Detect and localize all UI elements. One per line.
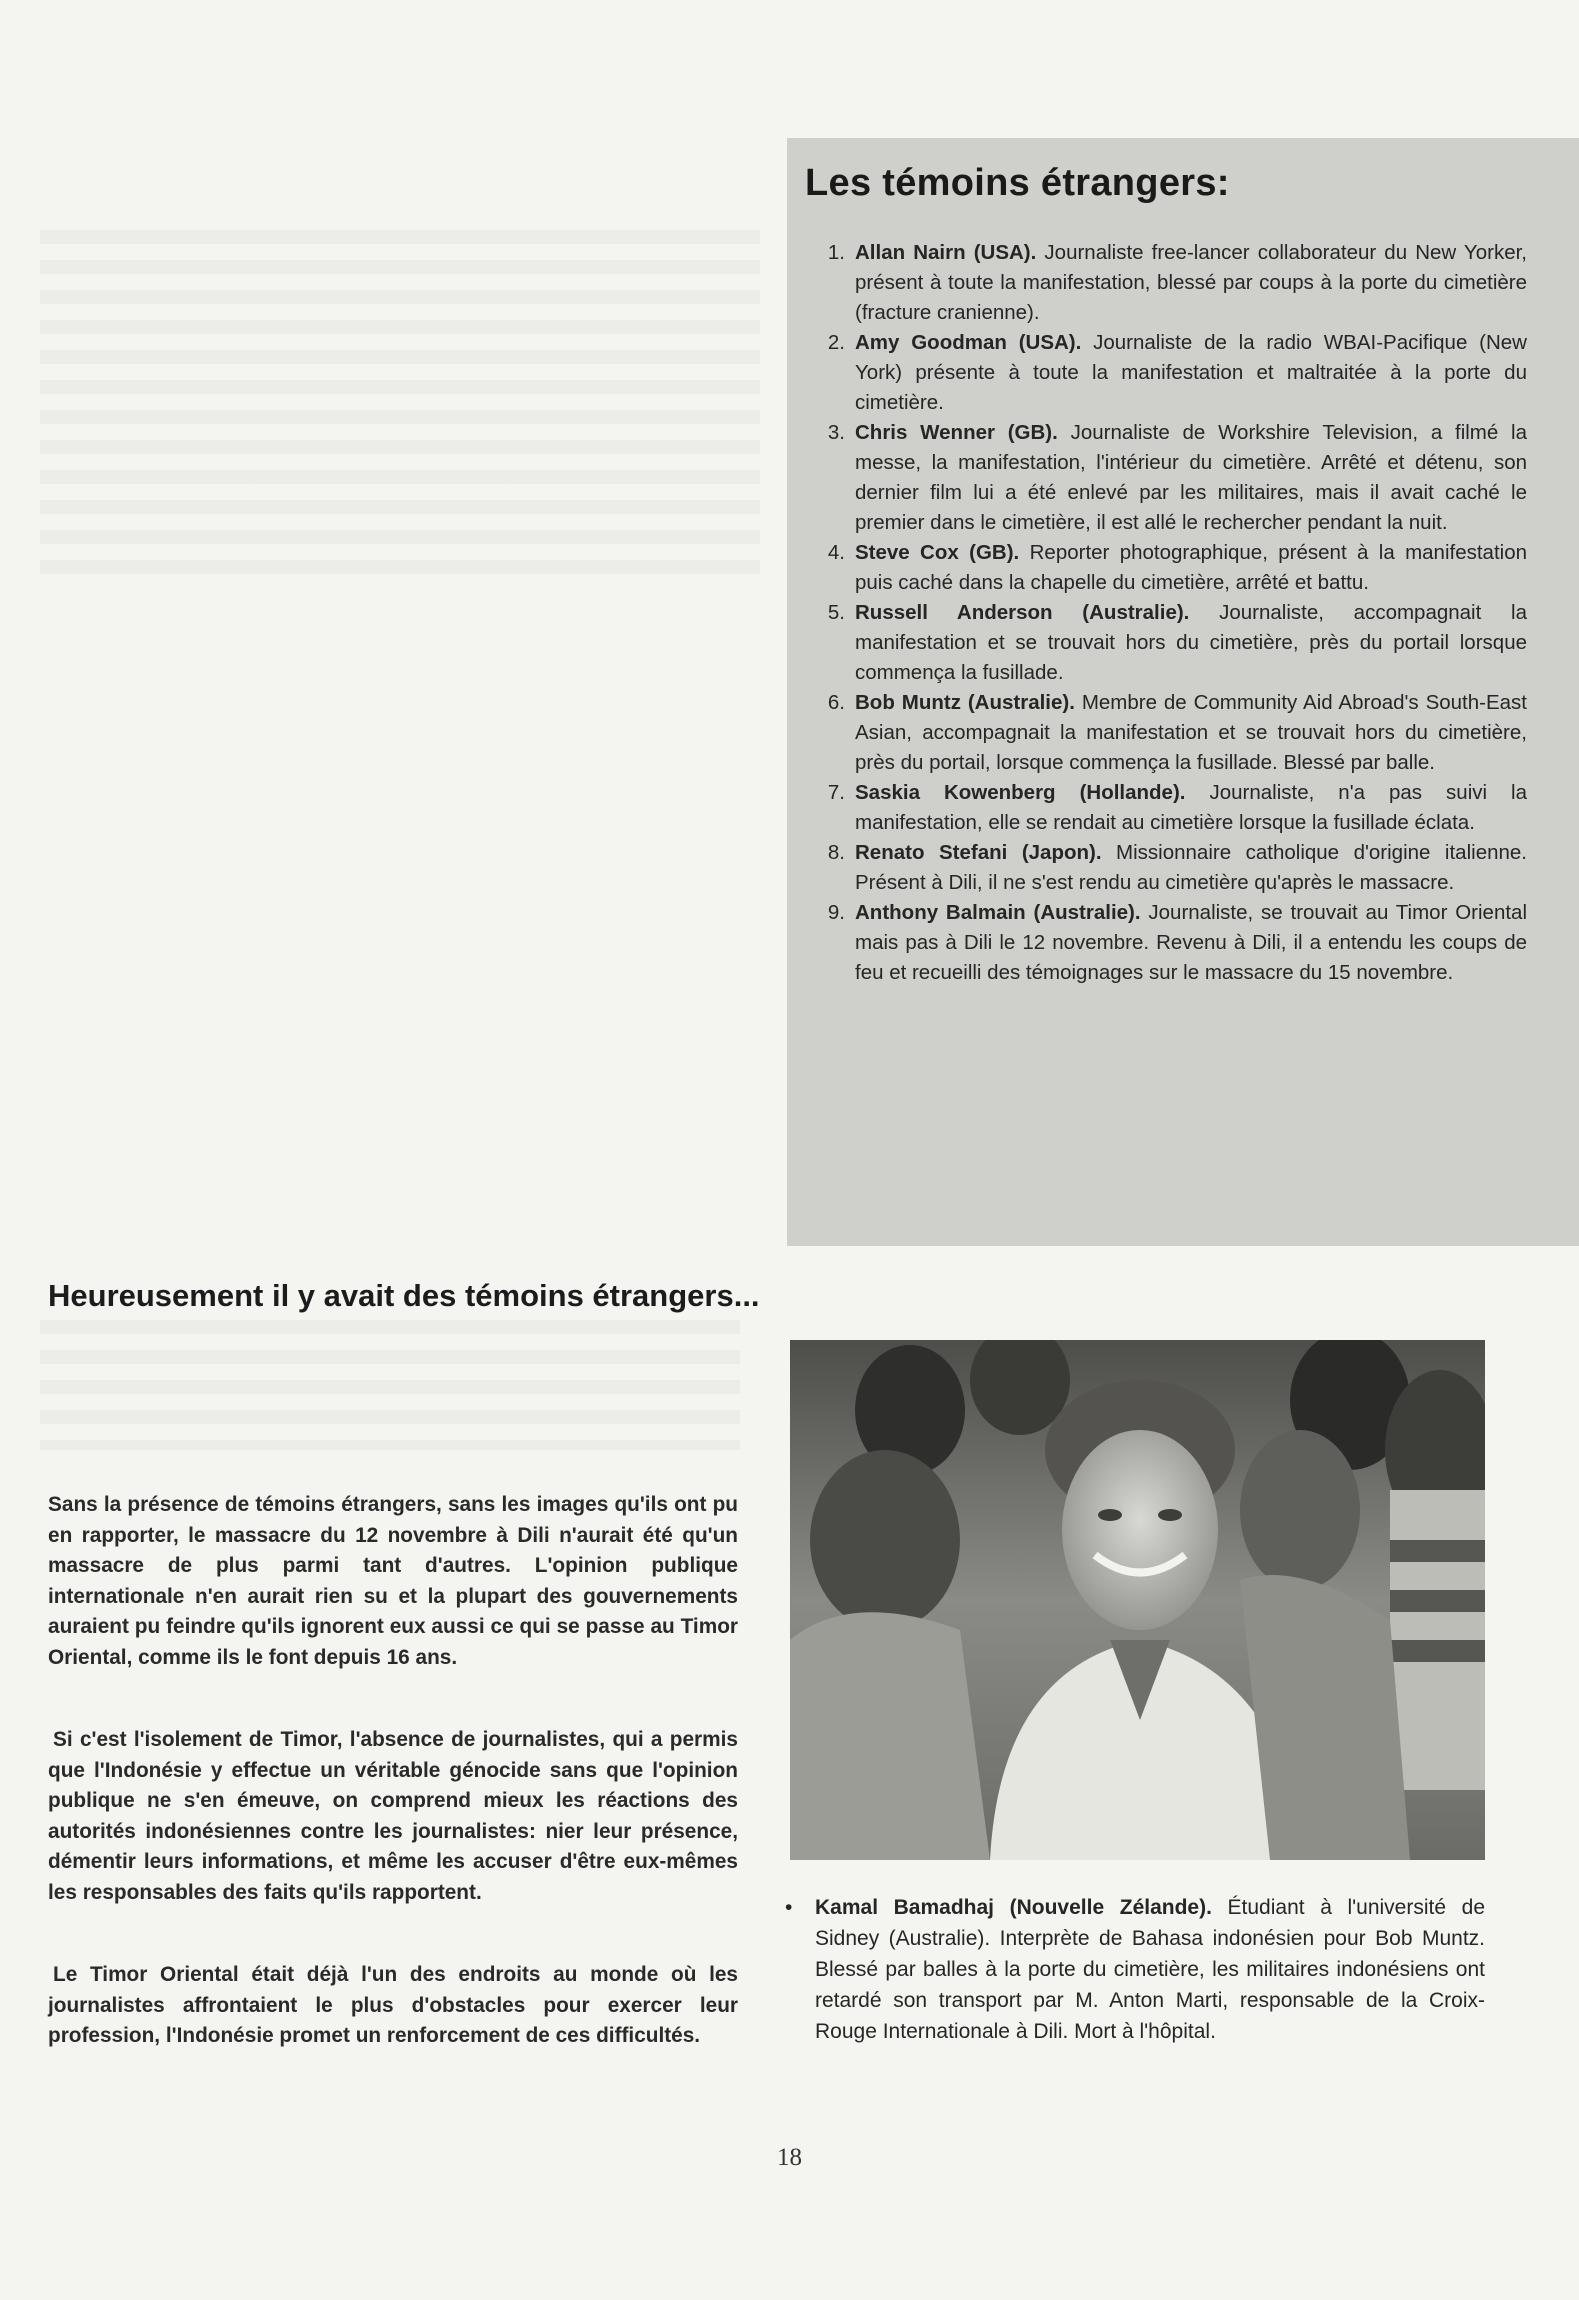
bleed-through-text (40, 230, 760, 590)
section-title: Heureusement il y avait des témoins étrangers... (48, 1278, 760, 1313)
witness-name: Steve Cox (GB). (855, 541, 1020, 564)
witnesses-list (805, 238, 1527, 988)
witness-item (805, 538, 1527, 598)
witness-description: Journaliste, n'a pas suivi la manifestation, elle se rendait au cimetière lorsque la fusillade éclata. (855, 781, 1527, 834)
witness-number: 6. (827, 691, 845, 714)
witness-description: Membre de Community Aid Abroad's South-East Asian, accompagnait la manifestation et se trouvait hors du cimetière, près du portail, lorsque commença la fusillade. Blessé par balle. (855, 691, 1528, 774)
witnesses-box (787, 138, 1579, 1246)
witness-item (805, 898, 1527, 988)
witness-description: Journaliste, accompagnait la manifestation et se trouvait hors du cimetière, près du portail lorsque commença la fusillade. (855, 601, 1527, 684)
witness-number: 1. (827, 241, 845, 264)
witness-description: Reporter photographique, présent à la manifestation puis caché dans la chapelle du cimetière, arrêté et battu. (855, 541, 1528, 594)
witness-number: 9. (827, 901, 845, 924)
witness-number: 2. (827, 331, 845, 354)
witness-name: Saskia Kowenberg (Hollande). (855, 781, 1186, 804)
witness-item (805, 688, 1527, 778)
bleed-through-text (40, 1320, 740, 1450)
article-paragraph: Si c'est l'isolement de Timor, l'absence de journalistes, qui a permis que l'Indonésie y effectue un véritable génocide sans que l'opinion publique ne s'en émeuve, on comprend mieux les réactions des autorités indonésiennes contre les journalistes: nier leur présence, démentir leurs informations, et même les accuser d'être eux-mêmes les responsables des faits qu'ils rapportent. (48, 1728, 738, 1904)
witness-description: Journaliste free-lancer collaborateur du New Yorker, présent à toute la manifestation, blessé par coups à la porte du cimetière (fracture cranienne). (855, 241, 1527, 324)
photo-illustration (790, 1340, 1485, 1860)
photo-caption (785, 1892, 1485, 2047)
witness-name: Amy Goodman (USA). (855, 331, 1082, 354)
article-paragraph: Sans la présence de témoins étrangers, sans les images qu'ils ont pu en rapporter, le massacre du 12 novembre à Dili n'aurait été qu'un massacre de plus parmi tant d'autres. L'opinion publique internationale n'en aurait rien su et la plupart des gouvernements auraient pu feindre qu'ils ignorent eux aussi ce qui se passe au Timor Oriental, comme ils le font depuis 16 ans. (48, 1493, 738, 1669)
bullet-icon: • (785, 1896, 793, 1919)
witness-name: Renato Stefani (Japon). (855, 841, 1102, 864)
witness-description: Journaliste de Workshire Television, a filmé la messe, la manifestation, l'intérieur du cimetière. Arrêté et détenu, son dernier film lui a été enlevé par les militaires, mais il avait caché le premier dans le cimetière, il est allé le rechercher pendant la nuit. (855, 421, 1527, 534)
article-body (48, 1490, 738, 2052)
witness-name: Allan Nairn (USA). (855, 241, 1037, 264)
caption-text: Étudiant à l'université de Sidney (Australie). Interprète de Bahasa indonésien pour Bob Muntz. Blessé par balles à la porte du cimetière, les militaires indonésiens ont retardé son transport par M. Anton Marti, responsable de la Croix-Rouge Internationale à Dili. Mort à l'hôpital. (815, 1896, 1485, 2043)
witness-item (805, 598, 1527, 688)
witness-item (805, 238, 1527, 328)
witness-name: Bob Muntz (Australie). (855, 691, 1075, 714)
witness-description: Missionnaire catholique d'origine italienne. Présent à Dili, il ne s'est rendu au cimetière qu'après le massacre. (855, 841, 1527, 894)
page-number: 18 (777, 2144, 802, 2171)
witness-number: 7. (827, 781, 845, 804)
witnesses-box-title: Les témoins étrangers: (805, 162, 1230, 204)
witness-description: Journaliste de la radio WBAI-Pacifique (New York) présente à toute la manifestation et maltraitée à la porte du cimetière. (855, 331, 1527, 414)
witness-item (805, 778, 1527, 838)
witness-name: Chris Wenner (GB). (855, 421, 1058, 444)
witness-number: 5. (827, 601, 845, 624)
witness-item (805, 418, 1527, 538)
caption-name: Kamal Bamadhaj (Nouvelle Zélande). (815, 1896, 1212, 1919)
photo-kamal-bamadhaj (790, 1340, 1485, 1860)
witness-item (805, 328, 1527, 418)
witness-number: 8. (827, 841, 845, 864)
witness-description: Journaliste, se trouvait au Timor Oriental mais pas à Dili le 12 novembre. Revenu à Dili, il a entendu les coups de feu et recueilli des témoignages sur le massacre du 15 novembre. (855, 901, 1527, 984)
article-paragraph: Le Timor Oriental était déjà l'un des endroits au monde où les journalistes affrontaient le plus d'obstacles pour exercer leur profession, l'Indonésie promet un renforcement de ces difficultés. (48, 1963, 738, 2047)
witness-name: Anthony Balmain (Australie). (855, 901, 1141, 924)
witness-number: 3. (827, 421, 845, 444)
witness-name: Russell Anderson (Australie). (855, 601, 1190, 624)
witness-item (805, 838, 1527, 898)
witness-number: 4. (827, 541, 845, 564)
